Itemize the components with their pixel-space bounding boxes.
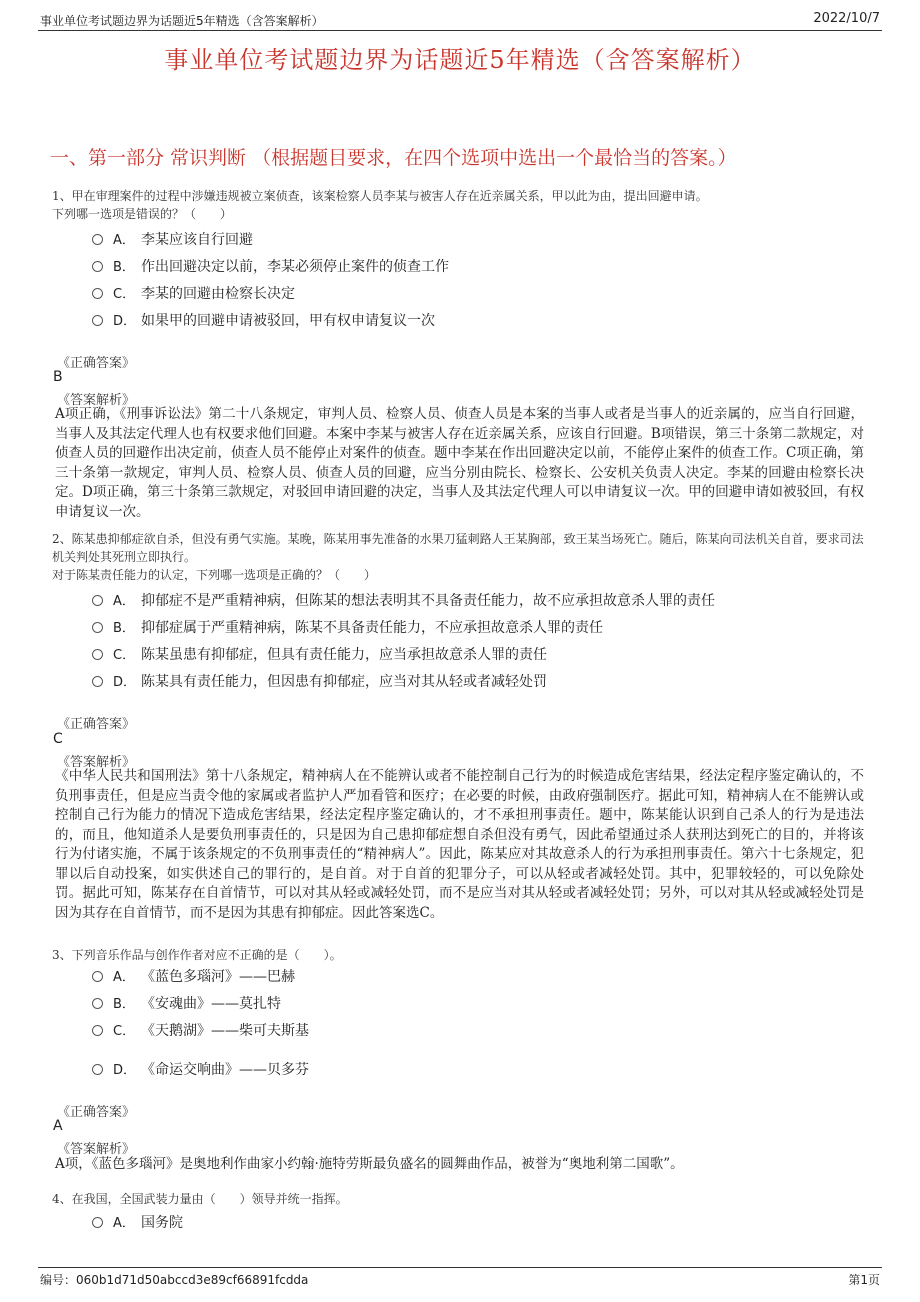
radio-icon[interactable] [92, 998, 103, 1009]
radio-icon[interactable] [92, 315, 103, 326]
header-doc-title: 事业单位考试题边界为话题近5年精选（含答案解析） [40, 14, 324, 28]
question-1-analysis: A项正确，《刑事诉讼法》第二十八条规定，审判人员、检察人员、侦查人员是本案的当事人或者是当事人的近亲属的，应当自行回避，当事人及其法定代理人也有权要求他们回避。本案中李某与被害人存在近亲属关系，应该自行回避。B项错误，第三十条第二款规定，对侦查人员的回避作出决定前，侦查人员不能停止对案件的侦查。题中李某在作出回避决定以前，不能停止案件的侦查工作。C项正确，第三十条第一款规定，审判人员、检察人员、侦查人员的回避，应当分别由院长、检察长、公安机关负责人决定。李某的回避由检察长决定。D项正确，第三十条第三款规定，对驳回申请回避的决定，当事人及其法定代理人可以申请复议一次。甲的回避申请如被驳回，有权申请复议一次。 [55, 406, 864, 520]
question-3-option-a[interactable]: A． 《蓝色多瑙河》——巴赫 [92, 966, 295, 986]
question-4-option-a[interactable]: A． 国务院 [92, 1212, 183, 1232]
analysis-label: 《答案解析》 [57, 755, 136, 770]
radio-icon[interactable] [92, 971, 103, 982]
question-2-analysis: 《中华人民共和国刑法》第十八条规定，精神病人在不能辨认或者不能控制自己行为的时候造成危害结果，经法定程序鉴定确认的，不负刑事责任，但是应当责令他的家属或者监护人严加看管和医疗；在必要的时候，由政府强制医疗。据此可知，精神病人在不能辨认或控制自己行为能力的情况下造成危害结果，经法定程序鉴定确认的，才不承担刑事责任。题中，陈某能认识到自己杀人的行为是违法的，而且，他知道杀人是要负刑事责任的，只是因为自己患抑郁症想自杀但没有勇气，因此希望通过杀人获刑达到死亡的目的，并将该行为付诸实施，不属于该条规定的不负刑事责任的“精神病人”。因此，陈某应对其故意杀人的行为承担刑事责任。第六十七条规定，犯罪以后自动投案，如实供述自己的罪行的，是自首。对于自首的犯罪分子，可以从轻或者减轻处罚。其中，犯罪较轻的，可以免除处罚。据此可知，陈某存在自首情节，可以对其从轻或减轻处罚，而不是应当对其从轻或者减轻处罚；另外，可以对其从轻或减轻处罚是因为其存在自首情节，而不是因为其患有抑郁症。因此答案选C。 [55, 768, 864, 921]
document-code: 编号：060b1d71d50abccd3e89cf66891fcdda [40, 1273, 309, 1287]
analysis-label: 《答案解析》 [57, 1142, 136, 1157]
option-text: 李某应该自行回避 [141, 232, 253, 248]
option-text: 《天鹅湖》——柴可夫斯基 [141, 1023, 309, 1039]
question-1-answer: B [53, 369, 63, 385]
question-3-answer: A [53, 1118, 63, 1134]
question-2-option-b[interactable]: B． 抑郁症属于严重精神病，陈某不具备责任能力，不应承担故意杀人罪的责任 [92, 617, 603, 637]
question-1-option-b[interactable]: B． 作出回避决定以前，李某必须停止案件的侦查工作 [92, 256, 449, 276]
radio-icon[interactable] [92, 649, 103, 660]
radio-icon[interactable] [92, 1217, 103, 1228]
option-text: 作出回避决定以前，李某必须停止案件的侦查工作 [141, 259, 449, 275]
question-1-stem [52, 187, 868, 223]
question-2-option-d[interactable]: D． 陈某具有责任能力，但因患有抑郁症，应当对其从轻或者减轻处罚 [92, 671, 547, 691]
radio-icon[interactable] [92, 1025, 103, 1036]
question-2-option-c[interactable]: C． 陈某虽患有抑郁症，但具有责任能力，应当承担故意杀人罪的责任 [92, 644, 547, 664]
question-1-option-d[interactable]: D． 如果甲的回避申请被驳回，甲有权申请复议一次 [92, 310, 435, 330]
question-3-analysis: A项，《蓝色多瑙河》是奥地利作曲家小约翰·施特劳斯最负盛名的圆舞曲作品，被誉为“奥地利第二国歌”。 [55, 1156, 684, 1172]
question-1-prompt: 下列哪一选项是错误的？（ ） [52, 207, 233, 221]
question-1-option-c[interactable]: C． 李某的回避由检察长决定 [92, 283, 295, 303]
option-text: 国务院 [141, 1215, 183, 1231]
question-3-option-d[interactable]: D． 《命运交响曲》——贝多芬 [92, 1059, 309, 1079]
option-text: 《命运交响曲》——贝多芬 [141, 1062, 309, 1078]
question-2-answer: C [53, 731, 63, 747]
option-text: 如果甲的回避申请被驳回，甲有权申请复议一次 [141, 313, 435, 329]
radio-icon[interactable] [92, 1064, 103, 1075]
option-text: 陈某虽患有抑郁症，但具有责任能力，应当承担故意杀人罪的责任 [141, 647, 547, 663]
option-text: 《蓝色多瑙河》——巴赫 [141, 969, 295, 985]
option-text: 抑郁症不是严重精神病，但陈某的想法表明其不具备责任能力，故不应承担故意杀人罪的责任 [141, 593, 715, 609]
section-heading: 一、第一部分 常识判断 （根据题目要求，在四个选项中选出一个最恰当的答案。） [50, 147, 737, 169]
question-3-stem [52, 946, 868, 964]
radio-icon[interactable] [92, 234, 103, 245]
option-text: 李某的回避由检察长决定 [141, 286, 295, 302]
header-date: 2022/10/7 [813, 11, 880, 26]
question-1-option-a[interactable]: A． 李某应该自行回避 [92, 229, 253, 249]
page-footer [38, 1267, 882, 1288]
option-text: 抑郁症属于严重精神病，陈某不具备责任能力，不应承担故意杀人罪的责任 [141, 620, 603, 636]
question-3-option-c[interactable]: C． 《天鹅湖》——柴可夫斯基 [92, 1020, 309, 1040]
radio-icon[interactable] [92, 622, 103, 633]
option-text: 《安魂曲》——莫扎特 [141, 996, 281, 1012]
page-header [38, 10, 882, 31]
question-2-option-a[interactable]: A． 抑郁症不是严重精神病，但陈某的想法表明其不具备责任能力，故不应承担故意杀人罪的责任 [92, 590, 715, 610]
question-3-option-b[interactable]: B． 《安魂曲》——莫扎特 [92, 993, 281, 1013]
question-4-stem [52, 1190, 868, 1208]
radio-icon[interactable] [92, 595, 103, 606]
question-1-text: 1、甲在审理案件的过程中涉嫌违规被立案侦查，该案检察人员李某与被害人存在近亲属关系，甲以此为由，提出回避申请。 [52, 189, 708, 203]
question-3-text: 3、下列音乐作品与创作作者对应不正确的是（ ）。 [52, 948, 342, 962]
document-title: 事业单位考试题边界为话题近5年精选（含答案解析） [164, 46, 756, 74]
analysis-label: 《答案解析》 [57, 393, 136, 408]
correct-answer-label: 《正确答案》 [57, 356, 136, 371]
question-2-text: 2、陈某患抑郁症欲自杀，但没有勇气实施。某晚，陈某用事先准备的水果刀猛刺路人王某胸部，致王某当场死亡。随后，陈某向司法机关自首，要求司法机关判处其死刑立即执行。 [52, 532, 864, 564]
option-text: 陈某具有责任能力，但因患有抑郁症，应当对其从轻或者减轻处罚 [141, 674, 547, 690]
radio-icon[interactable] [92, 676, 103, 687]
radio-icon[interactable] [92, 288, 103, 299]
correct-answer-label: 《正确答案》 [57, 1105, 136, 1120]
correct-answer-label: 《正确答案》 [57, 717, 136, 732]
question-2-prompt: 对于陈某责任能力的认定，下列哪一选项是正确的？（ ） [52, 568, 377, 582]
page-number: 第1页 [848, 1273, 880, 1287]
radio-icon[interactable] [92, 261, 103, 272]
question-4-text: 4、在我国，全国武装力量由（ ）领导并统一指挥。 [52, 1192, 348, 1206]
question-2-stem [52, 530, 868, 584]
